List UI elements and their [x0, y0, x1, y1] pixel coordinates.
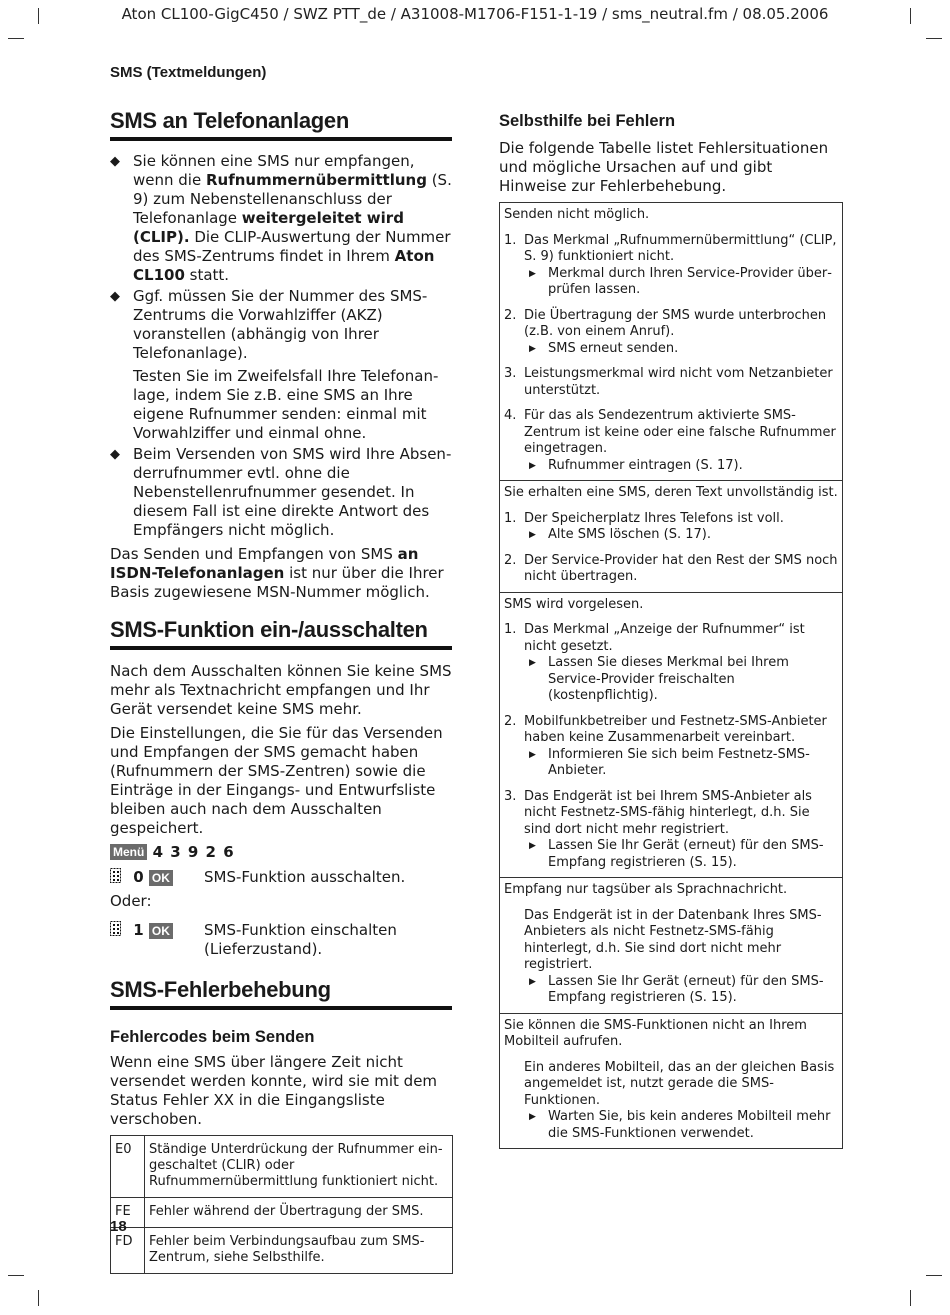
- cause-number: 2.: [504, 713, 517, 729]
- cause-text: Ein anderes Mobilteil, das an der gleichen Basis angemeldet ist, nutzt gerade die SMS-Funktionen.: [524, 1059, 835, 1108]
- remedy-item: [524, 527, 838, 544]
- remedy-item: [524, 266, 838, 299]
- key-row-on: [110, 921, 452, 959]
- self-help-cause: [504, 714, 838, 780]
- arrow-right-icon: ▶: [529, 268, 536, 279]
- heading-selbsthilfe: Selbsthilfe bei Fehlern: [499, 112, 676, 130]
- table-row: [111, 1228, 453, 1274]
- arrow-right-icon: ▶: [529, 460, 536, 471]
- self-help-table: [499, 202, 843, 1149]
- remedy-text: Alte SMS löschen (S. 17).: [548, 527, 712, 542]
- key-row-description: SMS-Funktion einschalten (Lieferzustand).: [204, 921, 397, 958]
- arrow-right-icon: ▶: [529, 749, 536, 760]
- error-code: E0: [111, 1136, 145, 1198]
- key-row-description: SMS-Funktion ausschalten.: [204, 868, 406, 886]
- oder-label: Oder:: [110, 892, 152, 910]
- arrow-right-icon: ▶: [529, 976, 536, 987]
- table-row: [111, 1198, 453, 1228]
- remedy-item: [524, 655, 838, 705]
- cause-text: Für das als Sendezentrum aktivierte SMS-Zentrum ist keine oder eine falsche Rufnummer eingetragen.: [524, 408, 836, 456]
- paragraph: Nach dem Ausschalten können Sie keine SMS mehr als Textnachricht empfangen und Ihr Gerät versendet keine SMS mehr.: [110, 662, 452, 718]
- ok-key: OK: [149, 923, 173, 939]
- remedy-item: [524, 974, 838, 1007]
- paragraph: Die folgende Tabelle listet Fehlersituationen und mögliche Ursachen auf und gibt Hinweise zur Fehlerbehebung.: [499, 139, 829, 195]
- cause-text: Der Service-Provider hat den Rest der SMS noch nicht übertragen.: [524, 552, 838, 584]
- right-column: [499, 108, 841, 1149]
- self-help-block: [500, 203, 842, 481]
- remedy-text: SMS erneut senden.: [548, 340, 679, 356]
- arrow-right-icon: ▶: [529, 343, 536, 354]
- remedy-item: [524, 458, 838, 475]
- cause-number: 2.: [504, 307, 517, 323]
- error-description: Ständige Unterdrückung der Rufnummer eingeschaltet (CLIR) oder Rufnummernübermittlung funktioniert nicht.: [145, 1136, 453, 1198]
- paragraph: Wenn eine SMS über längere Zeit nicht versendet werden konnte, wird sie mit dem Status Fehler XX in die Eingangsliste verschoben.: [110, 1053, 438, 1128]
- isdn-paragraph: Das Senden und Empfangen von SMS an ISDN-Telefonanlagen ist nur über die Ihrer Basis zugewiesene MSN-Nummer möglich.: [110, 545, 444, 601]
- remedy-text: Warten Sie, bis kein anderes Mobilteil mehr die SMS-Funktionen verwendet.: [548, 1109, 831, 1141]
- cause-number: 1.: [504, 622, 517, 637]
- error-description: Fehler beim Verbindungsaufbau zum SMS-Zentrum, siehe Selbsthilfe.: [145, 1228, 453, 1274]
- keypad-icon: [110, 921, 124, 936]
- cause-number: 1.: [504, 510, 517, 526]
- menu-key-sequence: [110, 843, 452, 862]
- self-help-cause: [504, 366, 838, 399]
- self-help-cause: [504, 408, 838, 474]
- heading-sms-an-telefonanlagen: SMS an Telefonanlagen: [110, 108, 452, 141]
- self-help-problem: Sie können die SMS-Funktionen nicht an Ihrem Mobilteil aufrufen.: [504, 1017, 807, 1049]
- arrow-right-icon: ▶: [529, 841, 536, 851]
- ok-key: OK: [149, 870, 173, 886]
- remedy-text: Lassen Sie Ihr Gerät (erneut) für den SMS-Empfang registrieren (S. 15).: [548, 838, 824, 870]
- arrow-right-icon: ▶: [529, 658, 536, 668]
- error-code-table: [110, 1135, 453, 1274]
- heading-sms-funktion: SMS-Funktion ein-/ausschalten: [110, 617, 452, 650]
- list-item: ◆ Beim Versenden von SMS wird Ihre Absenderrufnummer evtl. ohne die Nebenstellenrufnummer gesendet. In diesem Fall ist eine direkte Antwort des Empfängers nicht möglich.: [110, 445, 452, 539]
- menu-digits: 4 3 9 2 6: [152, 843, 235, 861]
- crop-mark: [8, 38, 24, 39]
- bullet-extra-paragraph: Testen Sie im Zweifelsfall Ihre Telefonanlage, indem Sie z.B. eine SMS an Ihre eigene Rufnummer senden: einmal mit Vorwahlziffer und einmal ohne.: [133, 367, 439, 442]
- cause-text: Der Speicherplatz Ihres Telefons ist voll.: [524, 510, 784, 526]
- cause-number: 3.: [504, 788, 517, 804]
- section-header: SMS (Textmeldungen): [110, 64, 267, 81]
- cause-text: Das Endgerät ist bei Ihrem SMS-Anbieter als nicht Festnetz-SMS-fähig hinterlegt, d.h. Sie sind dort nicht mehr registriert.: [524, 788, 812, 837]
- cause-text: Leistungsmerkmal wird nicht vom Netzanbieter unterstützt.: [524, 366, 833, 398]
- self-help-cause: [504, 511, 838, 544]
- error-code: FE: [111, 1198, 145, 1228]
- remedy-text: Merkmal durch Ihren Service-Provider überprüfen lassen.: [548, 265, 832, 297]
- remedy-item: [524, 1109, 838, 1142]
- error-code: FD: [111, 1228, 145, 1274]
- self-help-cause: [504, 233, 838, 299]
- self-help-cause: [504, 622, 838, 705]
- page-number: 18: [110, 1218, 127, 1235]
- list-item: ◆ Ggf. müssen Sie der Nummer des SMS-Zentrums die Vorwahlziffer (AKZ) voranstellen (abhängig von Ihrer Telefonanlage). Testen Sie im Zweifelsfall Ihre Telefonanlage, indem Sie z.B. eine SMS an Ihre eigene Rufnummer senden: einmal mit Vorwahlziffer und einmal ohne.: [110, 287, 452, 443]
- remedy-text: Lassen Sie dieses Merkmal bei Ihrem Service-Provider freischalten (kostenpflichtig).: [548, 655, 789, 703]
- diamond-bullet-icon: ◆: [110, 289, 120, 304]
- self-help-problem: Empfang nur tagsüber als Sprachnachricht.: [504, 882, 788, 897]
- key-digit: 1: [133, 921, 144, 939]
- menu-key: Menü: [110, 844, 147, 860]
- cause-text: Das Endgerät ist in der Datenbank Ihres SMS-Anbieters als nicht Festnetz-SMS-fähig hinterlegt, d.h. Sie sind dort nicht mehr registriert.: [524, 907, 822, 972]
- self-help-problem: SMS wird vorgelesen.: [504, 596, 644, 612]
- self-help-cause: [504, 908, 838, 1007]
- self-help-cause: [504, 553, 838, 586]
- diamond-bullet-icon: ◆: [110, 154, 120, 169]
- keypad-icon: [110, 868, 124, 883]
- self-help-problem: Sie erhalten eine SMS, deren Text unvollständig ist.: [504, 485, 838, 500]
- list-item: ◆ Sie können eine SMS nur empfangen, wenn die Rufnummernübermittlung (S. 9) zum Nebenstellenanschluss der Telefonanlage weitergeleitet wird (CLIP). Die CLIP-Auswertung der Nummer des SMS-Zentrums findet in Ihrem Aton CL100 statt.: [110, 152, 452, 284]
- self-help-cause: [504, 1060, 838, 1143]
- remedy-text: Lassen Sie Ihr Gerät (erneut) für den SMS-Empfang registrieren (S. 15).: [548, 973, 824, 1005]
- cause-number: 3.: [504, 366, 517, 381]
- crop-mark: [38, 1290, 39, 1306]
- heading-sms-fehlerbehebung: SMS-Fehlerbehebung: [110, 977, 452, 1010]
- self-help-cause: [504, 789, 838, 872]
- key-digit: 0: [133, 868, 144, 886]
- cause-text: Die Übertragung der SMS wurde unterbrochen (z.B. von einem Anruf).: [524, 307, 827, 339]
- remedy-item: [524, 747, 838, 780]
- remedy-text: Informieren Sie sich beim Festnetz-SMS-Anbieter.: [548, 746, 810, 778]
- remedy-item: [524, 838, 838, 871]
- error-description: Fehler während der Übertragung der SMS.: [145, 1198, 453, 1228]
- cause-text: Das Merkmal „Rufnummernübermittlung“ (CLIP, S. 9) funktioniert nicht.: [524, 232, 837, 264]
- self-help-block: [500, 1014, 842, 1149]
- remedy-text: Rufnummer eintragen (S. 17).: [548, 457, 743, 473]
- cause-number: 2.: [504, 552, 517, 568]
- cause-text: Das Merkmal „Anzeige der Rufnummer“ ist nicht gesetzt.: [524, 622, 805, 654]
- cause-text: Mobilfunkbetreiber und Festnetz-SMS-Anbieter haben keine Zusammenarbeit vereinbart.: [524, 713, 827, 745]
- self-help-block: [500, 481, 842, 593]
- cause-number: 1.: [504, 232, 517, 248]
- self-help-cause: [504, 308, 838, 358]
- arrow-right-icon: ▶: [529, 1112, 536, 1122]
- table-row: [111, 1136, 453, 1198]
- self-help-block: [500, 593, 842, 879]
- cause-number: 4.: [504, 408, 517, 423]
- key-row-off: [110, 868, 452, 887]
- heading-fehlercodes: Fehlercodes beim Senden: [110, 1028, 315, 1046]
- arrow-right-icon: ▶: [529, 530, 536, 540]
- crop-mark: [8, 1275, 24, 1276]
- crop-mark: [926, 1275, 942, 1276]
- document-info-line: Aton CL100-GigC450 / SWZ PTT_de / A31008-M1706-F151-1-19 / sms_neutral.fm / 08.05.2006: [121, 5, 829, 23]
- diamond-bullet-icon: ◆: [110, 447, 120, 462]
- remedy-item: [524, 341, 838, 358]
- self-help-problem: Senden nicht möglich.: [504, 207, 650, 222]
- self-help-block: [500, 878, 842, 1014]
- paragraph: Die Einstellungen, die Sie für das Versenden und Empfangen der SMS gemacht haben (Rufnummern der SMS-Zentren) sowie die Einträge in der Eingangs- und Entwurfsliste bleiben auch nach dem Ausschalten gespeichert.: [110, 724, 443, 837]
- crop-mark: [926, 38, 942, 39]
- crop-mark: [910, 1290, 911, 1306]
- left-column: [110, 108, 452, 1274]
- bullet-list: [110, 152, 452, 540]
